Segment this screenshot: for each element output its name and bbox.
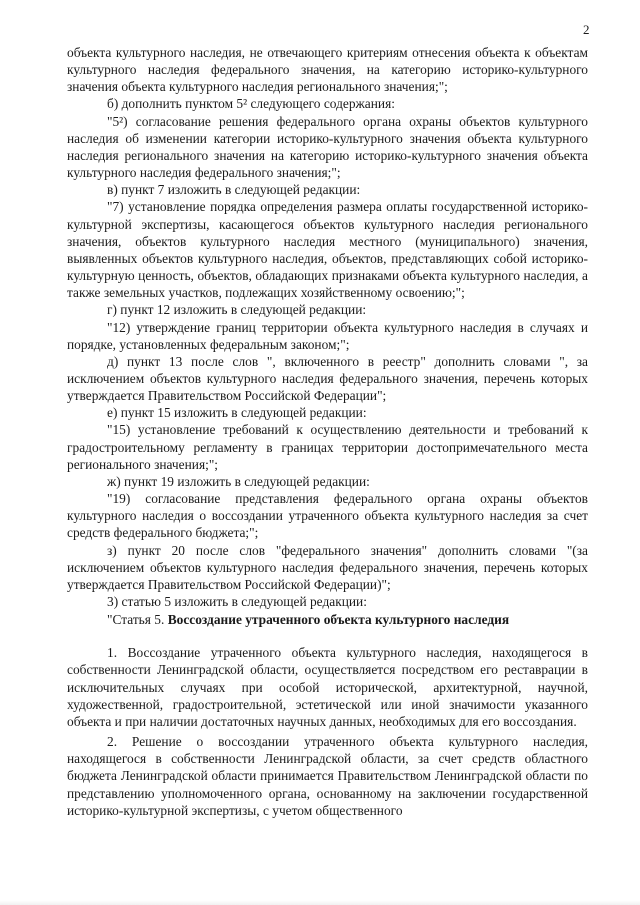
item-3: 3) статью 5 изложить в следующей редакции: — [107, 594, 367, 609]
amendment-e: е) пункт 15 изложить в следующей редакции: — [107, 405, 367, 421]
article-title: Воссоздание утраченного объекта культурного наследия — [167, 612, 510, 628]
article-heading — [67, 611, 588, 628]
amendment-g: г) пункт 12 изложить в следующей редакции: — [107, 302, 367, 318]
document-body — [67, 44, 588, 819]
amendment-d: д) пункт 13 после слов ", включенного в реестр" дополнить словами ", за исключением объектов культурного наследия федерального значения, перечень которых утверждается Правительством Российской Федерации"; — [67, 353, 588, 404]
amendment-b-text: "5²) согласование решения федерального органа охраны объектов культурного наследия об изменении категории историко-культурного значения объекта культурного наследия регионального значения на категорию историко-культурного значения объекта культурного наследия федерального значения;"; — [67, 113, 588, 181]
article-prefix: "Статья 5. — [107, 612, 168, 628]
amendment-zh: ж) пункт 19 изложить в следующей редакции: — [107, 473, 370, 489]
scan-edge — [0, 900, 640, 905]
amendment-g-text: "12) утверждение границ территории объекта культурного наследия в случаях и порядке, установленных федеральным законом;"; — [67, 319, 588, 352]
amendment-b: б) дополнить пунктом 5² следующего содержания: — [107, 96, 395, 112]
amendment-v: в) пункт 7 изложить в следующей редакции: — [107, 182, 361, 198]
amendment-z: з) пункт 20 после слов "федерального значения" дополнить словами "(за исключением объектов культурного наследия федерального значения, перечень которых утверждается Правительством Российской Федерации)"; — [67, 542, 588, 592]
page-number: 2 — [583, 22, 590, 37]
paragraph-continuation: объекта культурного наследия, не отвечающего критериям отнесения объекта к объектам культурного наследия федерального значения, на категорию историко-культурного значения объекта культурного наследия регионального значения;"; — [67, 45, 588, 95]
article-clause-1: 1. Воссоздание утраченного объекта культурного наследия, находящегося в собственности Ленинградской области, осуществляется посредством его реставрации в исключительных случаях при особой исторической, архитектурной, научной, художественной, градостроительной, эстетической или иной значимости указанного объекта и при наличии достаточных научных данных, необходимых для его воссоздания. — [67, 645, 588, 729]
article-clause-2: 2. Решение о воссоздании утраченного объекта культурного наследия, находящегося в собственности Ленинградской области, за счет средств областного бюджета Ленинградской области принимается Правительством Ленинградской области по представлению уполномоченного органа, основанному на заключении государственной историко-культурной экспертизы, с учетом общественного — [67, 734, 588, 818]
amendment-v-text: "7) установление порядка определения размера оплаты государственной историко-культурной экспертизы, касающегося объектов культурного наследия регионального значения, объектов культурного наследия местного (муниципального) значения, выявленных объектов культурного наследия, объектов, представляющих собой историко-культурную ценность, объектов, обладающих признаками объекта культурного наследия, а также земельных участков, подлежащих хозяйственному освоению;"; — [67, 199, 588, 301]
amendment-zh-text: "19) согласование представления федерального органа охраны объектов культурного наследия о воссоздании утраченного объекта культурного наследия за счет средств федерального бюджета;"; — [67, 491, 588, 541]
amendment-e-text: "15) установление требований к осуществлению деятельности и требований к градостроительному регламенту в границах территории достопримечательного места регионального значения;"; — [67, 422, 588, 472]
